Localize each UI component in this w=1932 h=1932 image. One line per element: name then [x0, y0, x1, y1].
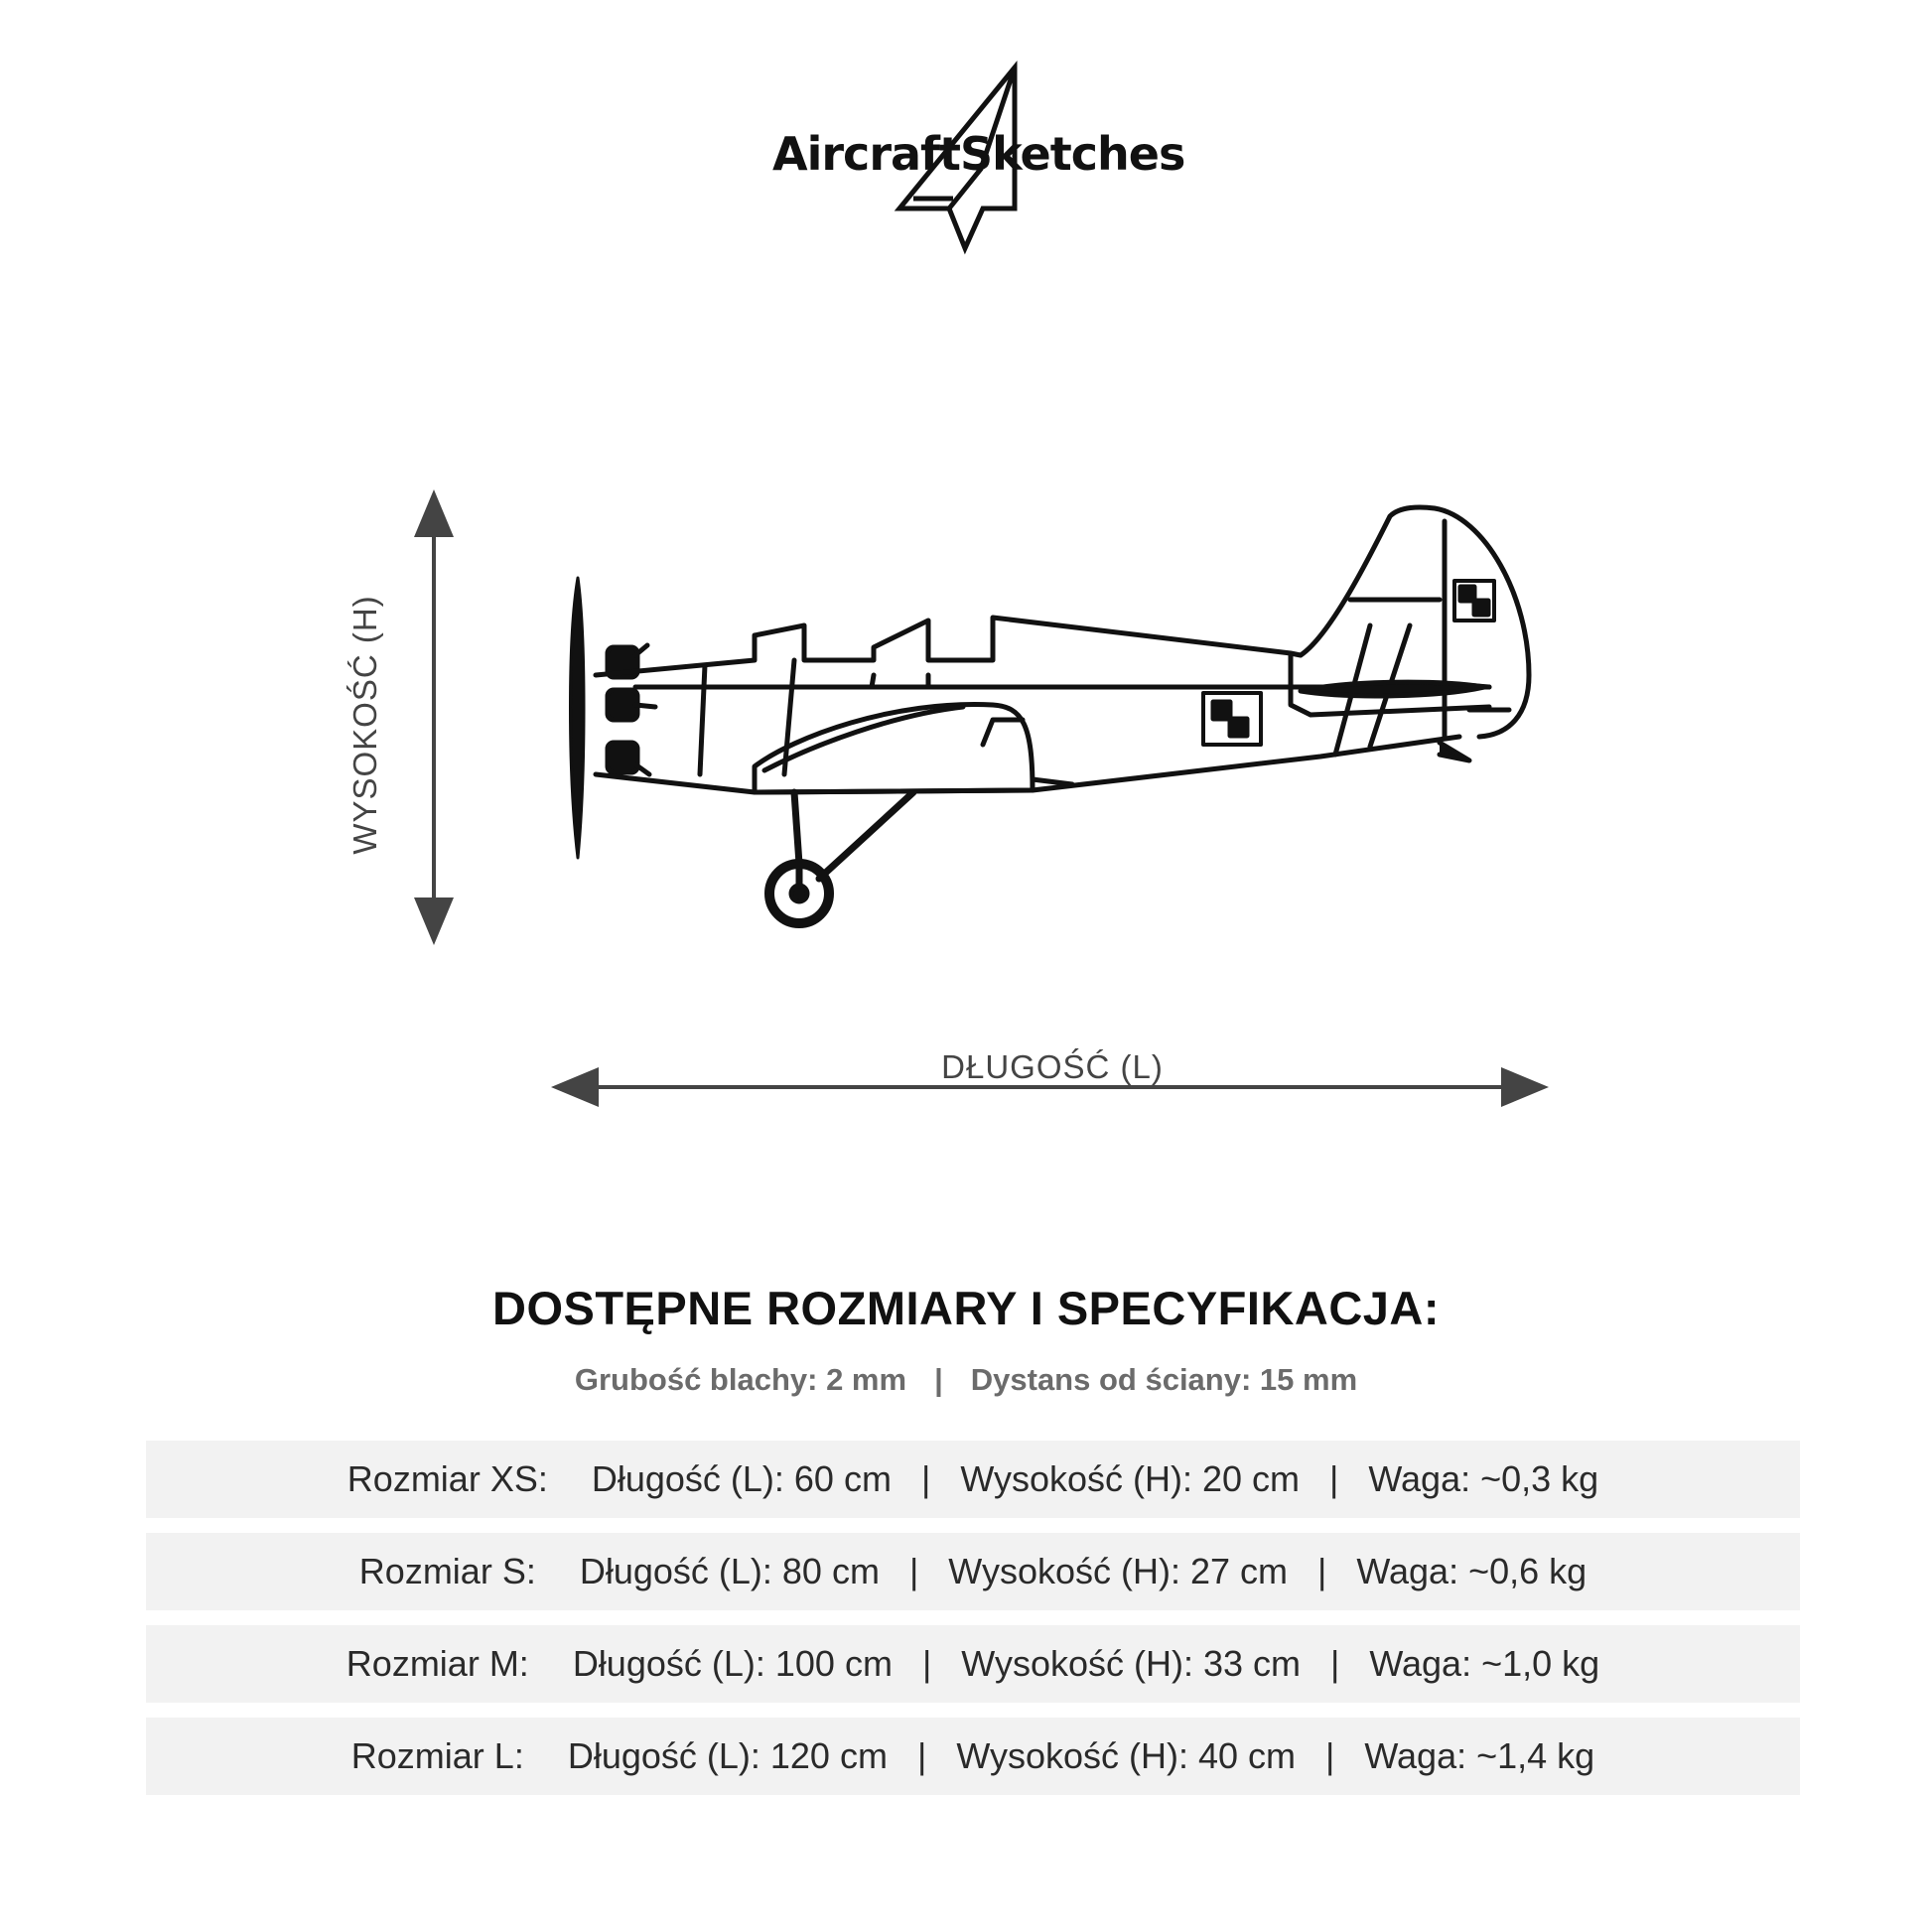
separator: |	[1329, 1458, 1339, 1499]
size-name: Rozmiar M:	[345, 1643, 529, 1684]
size-length: Długość (L): 120 cm	[567, 1735, 888, 1776]
size-weight: Waga: ~1,0 kg	[1369, 1643, 1600, 1684]
size-weight: Waga: ~0,3 kg	[1368, 1458, 1599, 1499]
specs-subtitle	[0, 1362, 1932, 1398]
separator: |	[920, 1458, 931, 1499]
size-row-l	[146, 1718, 1800, 1795]
size-length: Długość (L): 80 cm	[579, 1551, 880, 1591]
wall-distance: Dystans od ściany: 15 mm	[970, 1362, 1358, 1397]
size-row-s	[146, 1533, 1800, 1610]
size-height: Wysokość (H): 27 cm	[948, 1551, 1289, 1591]
separator: |	[908, 1551, 919, 1591]
aircraft-silhouette-icon	[571, 507, 1530, 923]
separator: |	[1317, 1551, 1327, 1591]
separator: |	[921, 1643, 932, 1684]
length-label: DŁUGOŚĆ (L)	[941, 1048, 1164, 1085]
size-length: Długość (L): 100 cm	[572, 1643, 893, 1684]
size-height: Wysokość (H): 20 cm	[960, 1458, 1301, 1499]
logo-text: AircraftSketches	[772, 127, 1185, 181]
separator: |	[1330, 1643, 1340, 1684]
separator: |	[916, 1735, 927, 1776]
size-name: Rozmiar S:	[358, 1551, 536, 1591]
separator: |	[934, 1362, 943, 1397]
size-height: Wysokość (H): 40 cm	[956, 1735, 1297, 1776]
size-list	[146, 1441, 1800, 1810]
size-name: Rozmiar L:	[350, 1735, 524, 1776]
size-row-xs	[146, 1441, 1800, 1518]
specs-title: DOSTĘPNE ROZMIARY I SPECYFIKACJA:	[492, 1282, 1440, 1334]
sheet-thickness: Grubość blachy: 2 mm	[574, 1362, 907, 1397]
size-height: Wysokość (H): 33 cm	[961, 1643, 1302, 1684]
size-weight: Waga: ~0,6 kg	[1356, 1551, 1587, 1591]
size-row-m	[146, 1625, 1800, 1703]
height-label: WYSOKOŚĆ (H)	[346, 595, 383, 855]
size-name: Rozmiar XS:	[346, 1458, 548, 1499]
size-length: Długość (L): 60 cm	[591, 1458, 892, 1499]
separator: |	[1325, 1735, 1335, 1776]
brand-logo	[755, 60, 1191, 258]
size-weight: Waga: ~1,4 kg	[1364, 1735, 1595, 1776]
